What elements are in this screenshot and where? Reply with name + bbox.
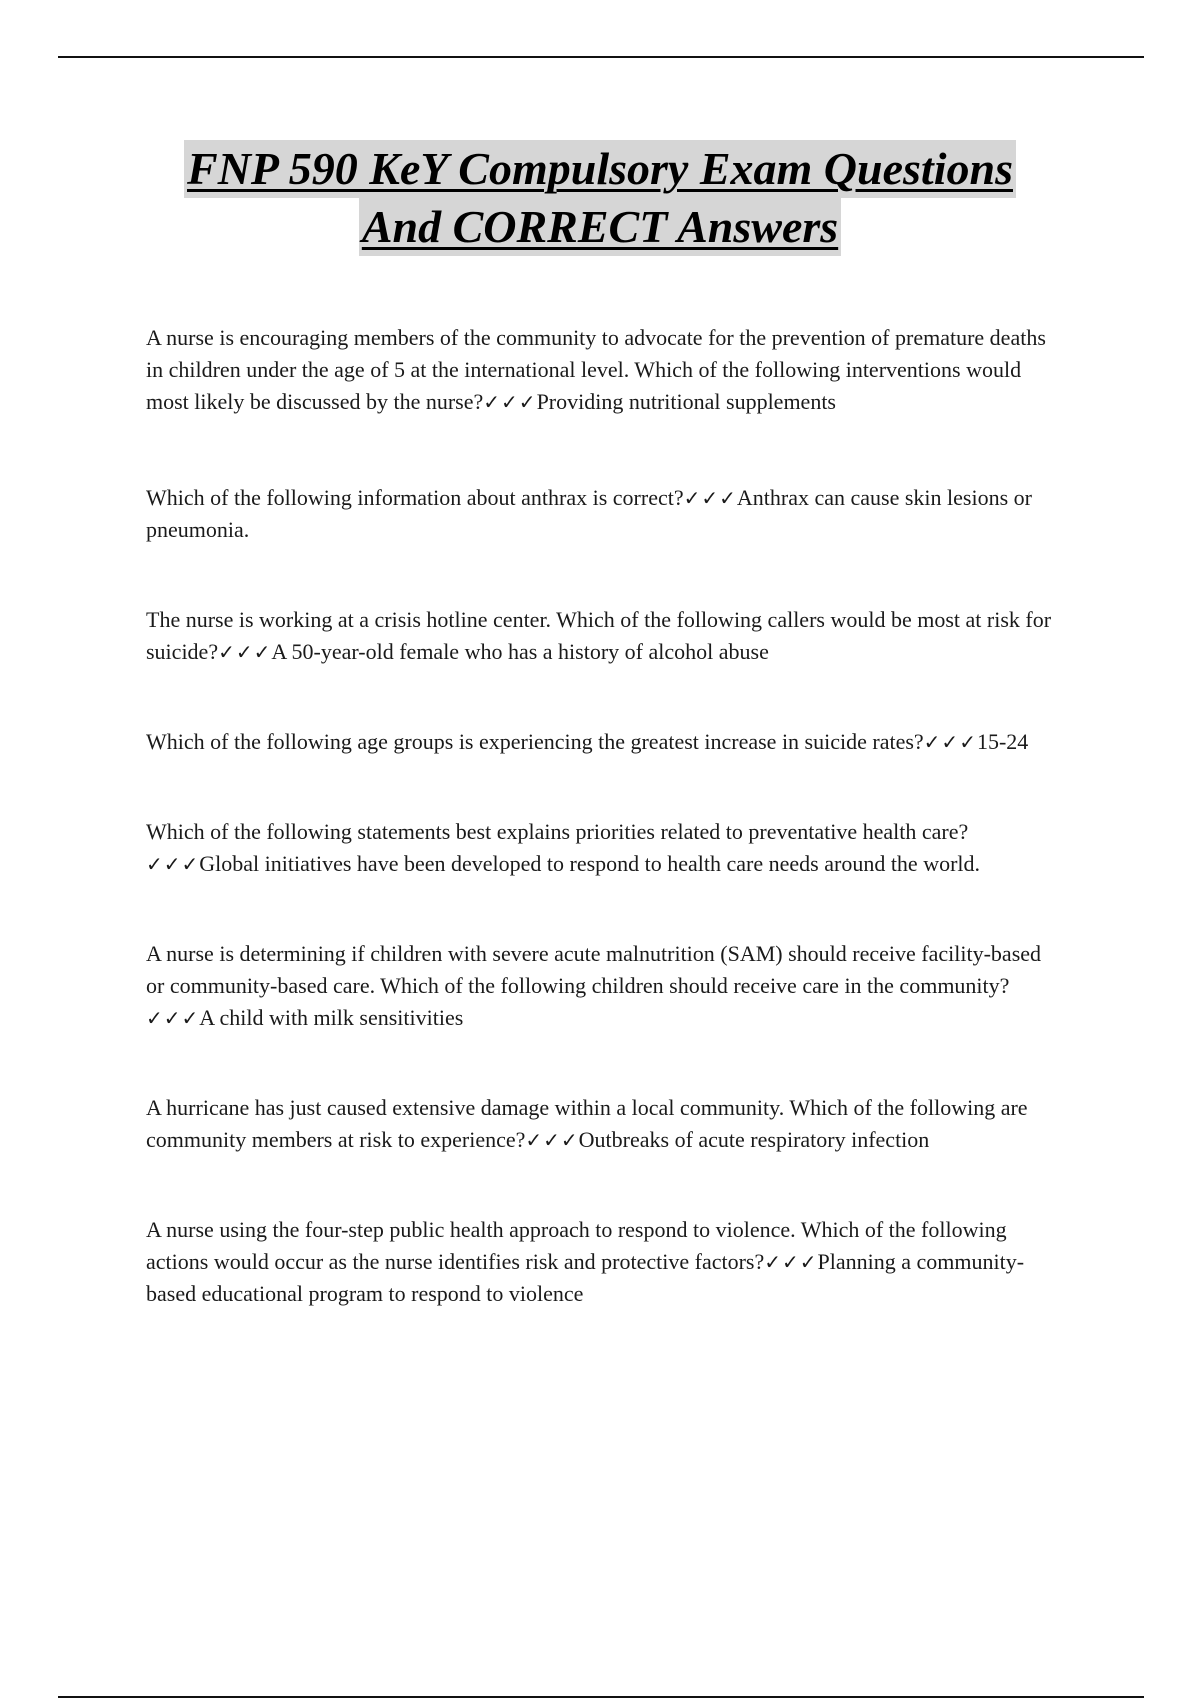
answer-text: Outbreaks of acute respiratory infection [578, 1127, 930, 1152]
answer-text: A 50-year-old female who has a history of alcohol abuse [271, 639, 769, 664]
document-title [60, 140, 1140, 256]
question-text: A nurse is determining if children with severe acute malnutrition (SAM) should receive facility-based or community-based care. Which of the following children should receive care in the community? [146, 941, 1042, 998]
qa-item [146, 604, 1056, 668]
qa-item [146, 322, 1056, 418]
top-rule [58, 56, 1144, 58]
qa-item [146, 1092, 1056, 1156]
answer-text: Providing nutritional supplements [536, 389, 836, 414]
check-marks-icon: ✓✓✓ [525, 1128, 579, 1152]
bottom-rule [58, 1696, 1144, 1698]
question-text: A hurricane has just caused extensive damage within a local community. Which of the following are community members at risk to experience? [146, 1095, 1028, 1152]
check-marks-icon: ✓✓✓ [923, 730, 977, 754]
check-marks-icon: ✓✓✓ [683, 486, 737, 510]
qa-item [146, 938, 1056, 1034]
check-marks-icon: ✓✓✓ [146, 1006, 200, 1030]
qa-item [146, 482, 1056, 546]
question-text: A nurse is encouraging members of the community to advocate for the prevention of premature deaths in children under the age of 5 at the international level. Which of the following interventions would most likely be discussed by the nurse? [146, 325, 1046, 414]
title-line-2: And CORRECT Answers [359, 198, 841, 256]
qa-item [146, 726, 1056, 758]
answer-text: Anthrax can cause skin lesions or pneumonia. [146, 485, 1032, 542]
qa-list [146, 322, 1056, 1310]
question-text: Which of the following age groups is experiencing the greatest increase in suicide rates? [146, 729, 924, 754]
answer-text: Planning a community-based educational program to respond to violence [146, 1249, 1025, 1306]
check-marks-icon: ✓✓✓ [218, 640, 272, 664]
question-text: Which of the following information about anthrax is correct? [146, 485, 684, 510]
check-marks-icon: ✓✓✓ [764, 1250, 818, 1274]
question-text: Which of the following statements best explains priorities related to preventative health care? [146, 819, 969, 844]
title-line-1: FNP 590 KeY Compulsory Exam Questions [184, 140, 1016, 198]
answer-text: 15-24 [976, 729, 1029, 754]
qa-item [146, 816, 1056, 880]
question-text: A nurse using the four-step public health approach to respond to violence. Which of the following actions would occur as the nurse identifies risk and protective factors? [146, 1217, 1007, 1274]
answer-text: Global initiatives have been developed to respond to health care needs around the world. [199, 851, 981, 876]
question-text: The nurse is working at a crisis hotline center. Which of the following callers would be most at risk for suicide? [146, 607, 1052, 664]
check-marks-icon: ✓✓✓ [146, 852, 200, 876]
answer-text: A child with milk sensitivities [199, 1005, 464, 1030]
check-marks-icon: ✓✓✓ [483, 390, 537, 414]
qa-item [146, 1214, 1056, 1310]
